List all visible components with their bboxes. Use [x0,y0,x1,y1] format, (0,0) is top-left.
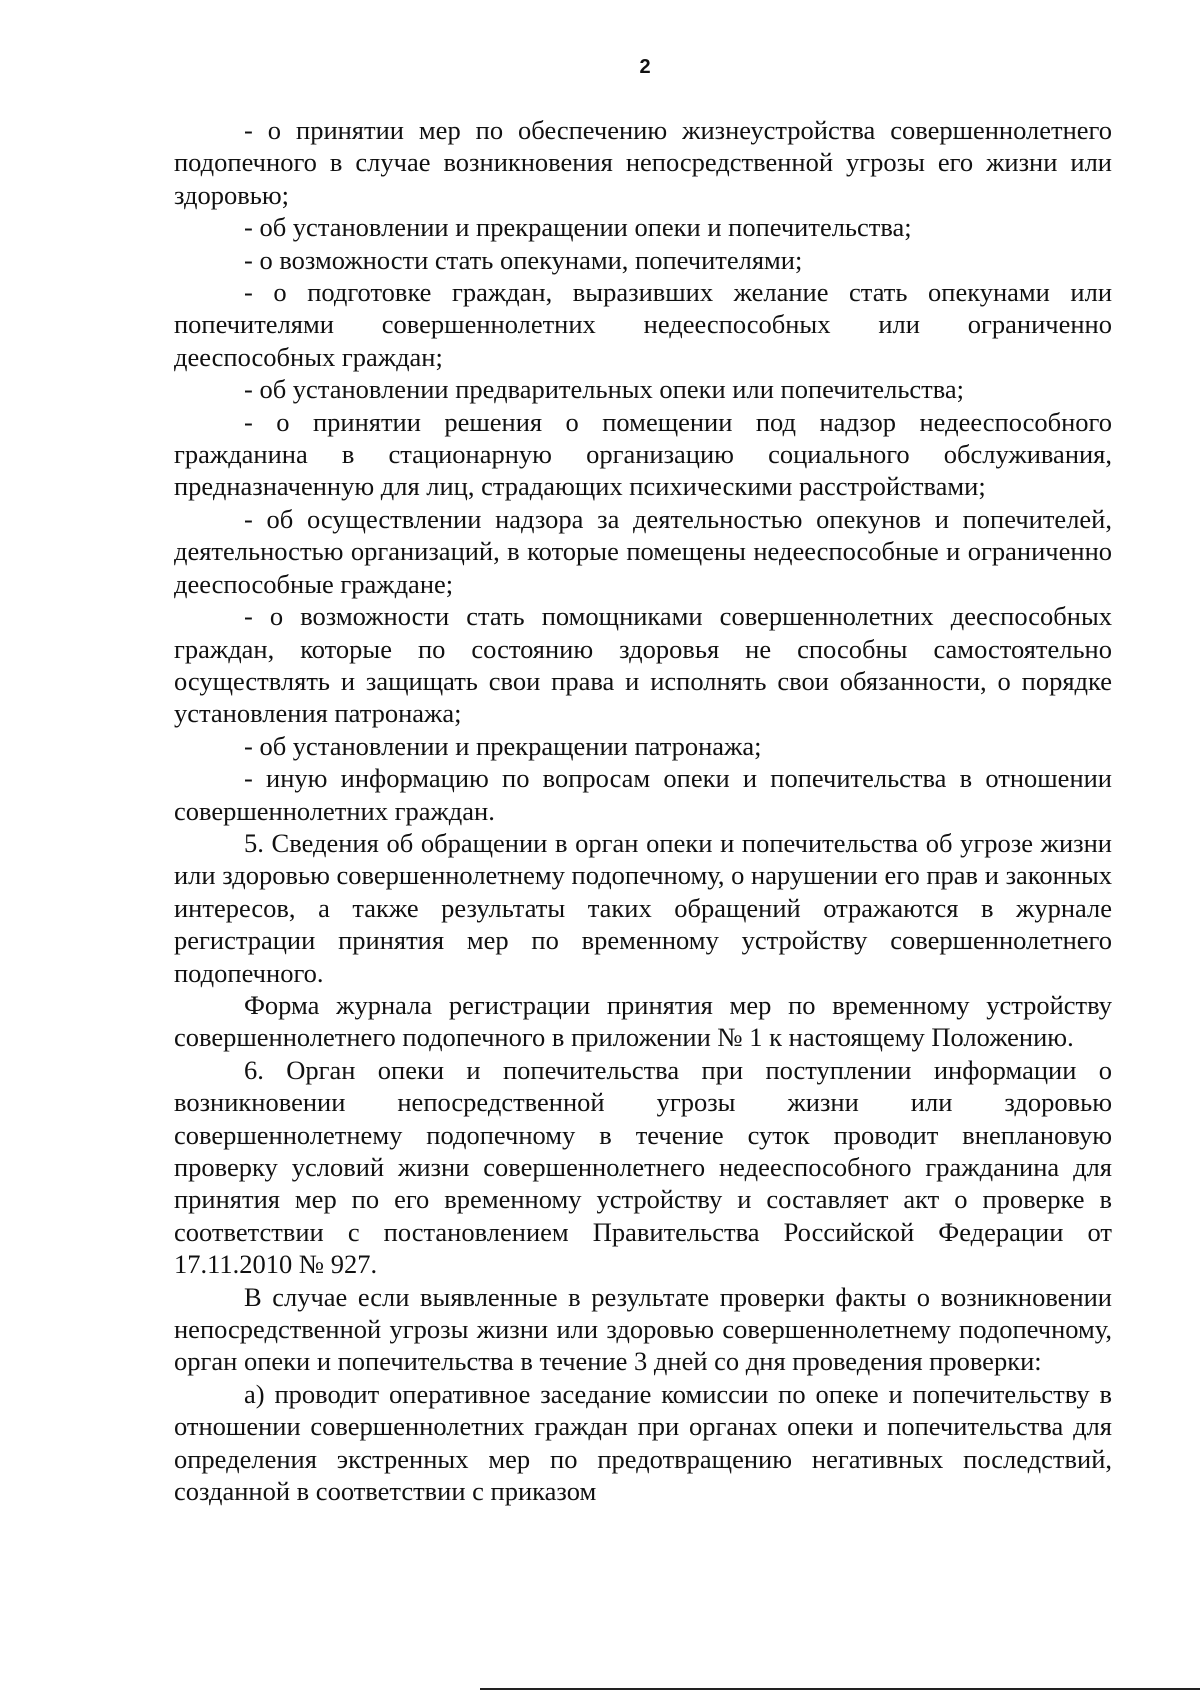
paragraph: В случае если выявленные в результате проверки факты о возникновении непосредственной угрозы жизни или здоровью совершеннолетнему подопечному, орган опеки и попечительства в течение 3 дней со дня проведения проверки: [174,1281,1112,1377]
paragraph: - о принятии решения о помещении под надзор недееспособного гражданина в стационарную организацию социального обслуживания, предназначенную для лиц, страдающих психическими расстройствами; [174,406,1112,502]
paragraph: - об осуществлении надзора за деятельностью опекунов и попечителей, деятельностью организаций, в которые помещены недееспособные и ограниченно дееспособные граждане; [174,503,1112,599]
paragraph: - об установлении предварительных опеки или попечительства; [244,374,965,405]
paragraph: - о возможности стать помощниками совершеннолетних дееспособных граждан, которые по состоянию здоровья не способны самостоятельно осуществлять и защищать свои права и исполнять свои обязанности, о порядке установления патронажа; [174,601,1112,729]
paragraph: 6. Орган опеки и попечительства при поступлении информации о возникновении непосредственной угрозы жизни или здоровью совершеннолетнему подопечному в течение суток проводит внеплановую проверку условий жизни совершеннолетнего недееспособного гражданина для принятия мер по его временному устройству и составляет акт о проверке в соответствии с постановлением Правительства Российской Федерации от 17.11.2010 № 927. [174,1054,1112,1280]
paragraph: - о принятии мер по обеспечению жизнеустройства совершеннолетнего подопечного в случае возникновения непосредственной угрозы его жизни или здоровью; [174,115,1112,210]
paragraph: а) проводит оперативное заседание комиссии по опеке и попечительству в отношении совершеннолетних граждан при органах опеки и попечительства для определения экстренных мер по предотвращению негативных последствий, созданной в соответствии с приказом [174,1378,1112,1507]
paragraph: 5. Сведения об обращении в орган опеки и попечительства об угрозе жизни или здоровью совершеннолетнему подопечному, о нарушении его прав и законных интересов, а также результаты таких обращений отражаются в журнале регистрации принятия мер по временному устройству совершеннолетнего подопечного. [174,827,1112,988]
page-number: 2 [639,56,651,78]
paragraph: - об установлении и прекращении опеки и попечительства; [244,212,912,243]
scan-edge-line [480,1688,1200,1690]
paragraph: - иную информацию по вопросам опеки и попечительства в отношении совершеннолетних граждан. [174,763,1112,826]
paragraph: - о подготовке граждан, выразивших желание стать опекунами или попечителями совершеннолетних недееспособных или ограниченно дееспособных граждан; [174,277,1112,372]
paragraph: - об установлении и прекращении патронажа; [244,730,762,761]
paragraph: Форма журнала регистрации принятия мер по временному устройству совершеннолетнего подопечного в приложении № 1 к настоящему Положению. [174,989,1112,1053]
document-body [174,114,1112,1507]
paragraph: - о возможности стать опекунами, попечителями; [244,244,803,275]
